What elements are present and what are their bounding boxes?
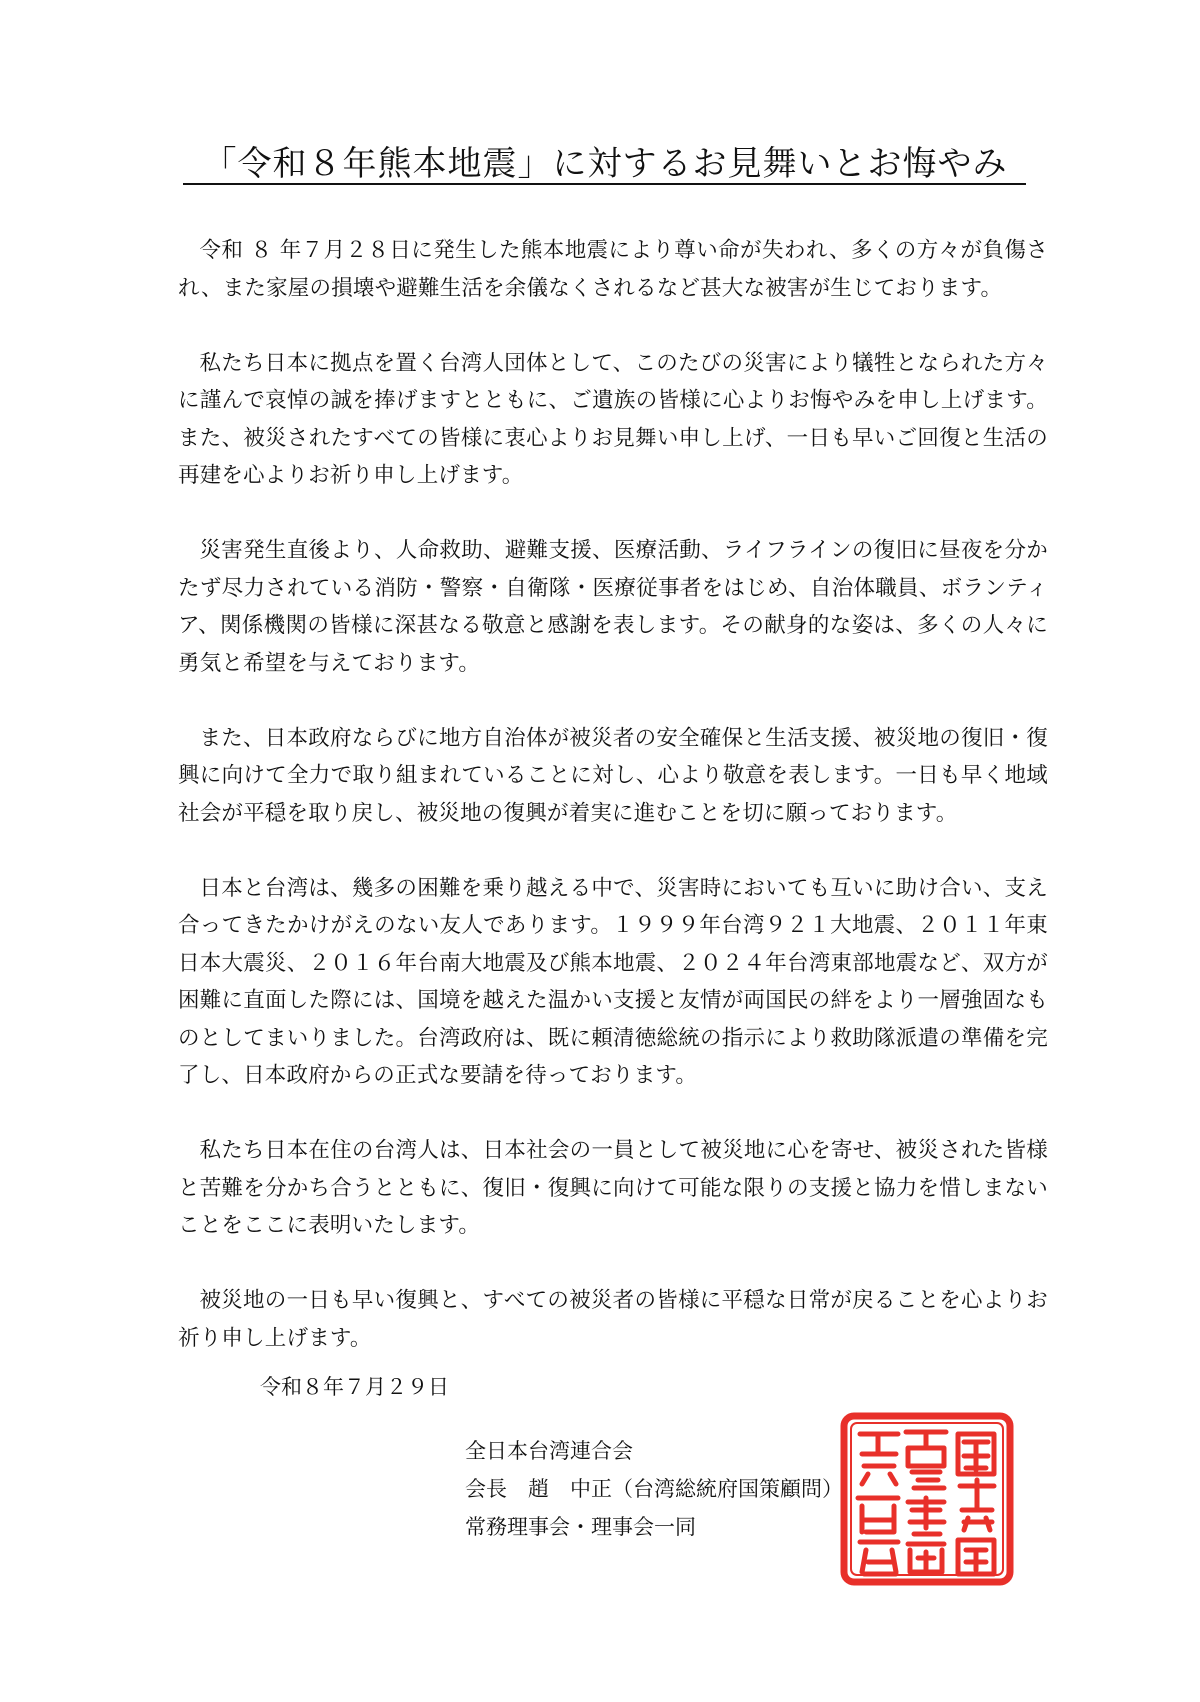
signature-president: 会長 趙 中正（台湾総統府国策顧問） (465, 1477, 843, 1501)
official-seal-stamp (838, 1410, 1016, 1588)
signature-organization: 全日本台湾連合会 (465, 1439, 633, 1463)
document-title: 「令和８年熊本地震」に対するお見舞いとお悔やみ (202, 144, 1008, 184)
signature-board: 常務理事会・理事会一同 (465, 1515, 696, 1539)
paragraph: 被災地の一日も早い復興と、すべての被災者の皆様に平穏な日常が戻ることを心よりお祈り申し上げます。 (178, 1288, 1048, 1351)
paragraph: また、日本政府ならびに地方自治体が被災者の安全確保と生活支援、被災地の復旧・復興に向けて全力で取り組まれていることに対し、心より敬意を表します。一日も早く地域社会が平穏を取り戻し、被災地の復興が着実に進むことを切に願っております。 (178, 725, 1048, 826)
paragraph: 災害発生直後より、人命救助、避難支援、医療活動、ライフラインの復旧に昼夜を分かたず尽力されている消防・警察・自衛隊・医療従事者をはじめ、自治体職員、ボランティア、関係機関の皆様に深甚なる敬意と感謝を表します。その献身的な姿は、多くの人々に勇気と希望を与えております。 (178, 538, 1048, 676)
paragraph: 私たち日本に拠点を置く台湾人団体として、このたびの災害により犠牲となられた方々に謹んで哀悼の誠を捧げますとともに、ご遺族の皆様に心よりお悔やみを申し上げます。また、被災されたすべての皆様に衷心よりお見舞い申し上げ、一日も早いご回復と生活の再建を心よりお祈り申し上げます。 (178, 350, 1048, 488)
title-underline (183, 183, 1026, 185)
paragraph: 日本と台湾は、幾多の困難を乗り越える中で、災害時においても互いに助け合い、支え合ってきたかけがえのない友人であります。１９９９年台湾９２１大地震、２０１１年東日本大震災、２０１６年台南大地震及び熊本地震、２０２４年台湾東部地震など、双方が困難に直面した際には、国境を越えた温かい支援と友情が両国民の絆をより一層強固なものとしてまいりました。台湾政府は、既に頼清徳総統の指示により救助隊派遣の準備を完了し、日本政府からの正式な要請を待っております。 (178, 875, 1048, 1088)
letter-date: 令和８年７月２９日 (260, 1375, 449, 1399)
signature-block (465, 1432, 843, 1546)
paragraph: 私たち日本在住の台湾人は、日本社会の一員として被災地に心を寄せ、被災された皆様と苦難を分かち合うとともに、復旧・復興に向けて可能な限りの支援と協力を惜しまないことをここに表明いたします。 (178, 1138, 1048, 1238)
letter-body (178, 232, 1048, 1395)
paragraph: 令和 ８ 年７月２８日に発生した熊本地震により尊い命が失われ、多くの方々が負傷され、また家屋の損壊や避難生活を余儀なくされるなど甚大な被害が生じております。 (178, 238, 1048, 301)
